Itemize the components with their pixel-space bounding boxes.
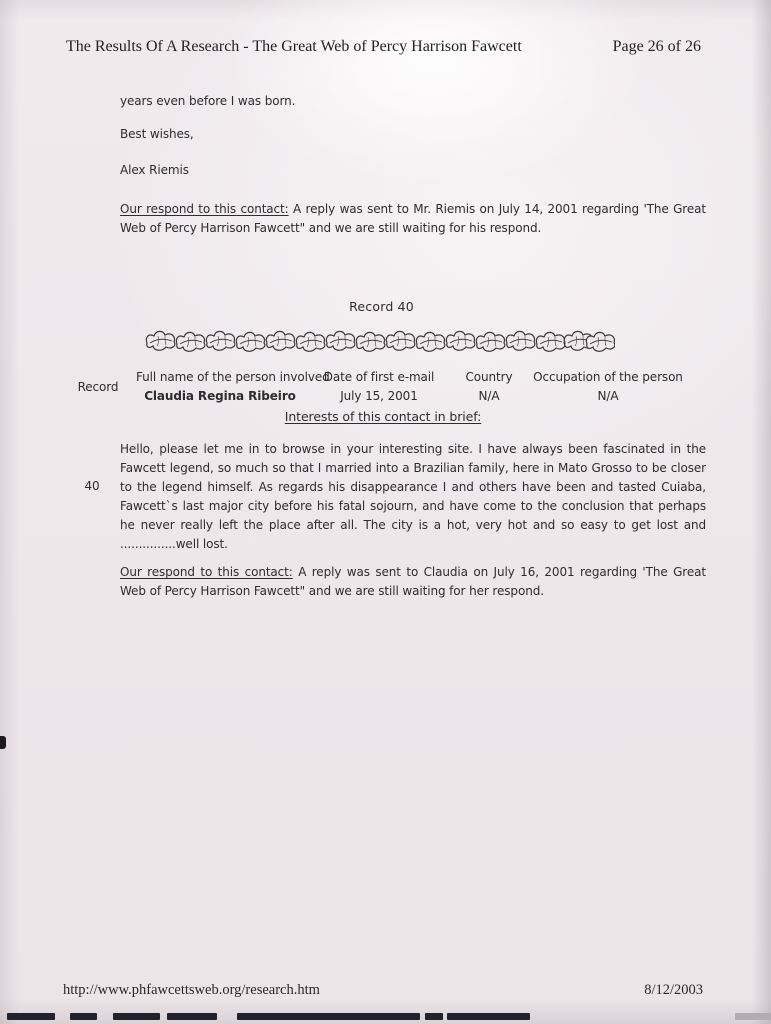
respond-text: A reply was sent to Mr. Riemis on July 14, 2001 regarding 'The Great Web of Percy Harrison Fawcett" and we are still waiting for his respond. — [120, 202, 707, 235]
respond-paragraph-40 — [120, 563, 706, 601]
page-number-label: Page 26 of 26 — [612, 38, 701, 55]
value-country: N/A — [478, 389, 500, 403]
letter-excerpt — [120, 92, 706, 250]
respond-text: A reply was sent to Claudia on July 16, 2001 regarding 'The Great Web of Percy Harrison Fawcett" and we are still waiting for her respond. — [120, 565, 706, 598]
record-row-label: Record — [77, 379, 119, 394]
value-date: July 15, 2001 — [340, 389, 418, 403]
record-summary-table — [60, 368, 692, 406]
record-body — [120, 440, 706, 610]
col-header-full-name: Full name of the person involved — [136, 370, 330, 384]
col-header-country: Country — [465, 370, 513, 384]
letter-signature: Alex Riemis — [120, 163, 189, 177]
value-occupation: N/A — [597, 389, 619, 403]
source-url-text: http://www.phfawcettsweb.org/research.htm — [63, 982, 320, 998]
respond-label: Our respond to this contact: — [120, 565, 293, 579]
respond-paragraph-39 — [120, 200, 706, 238]
scan-edge-artifact — [0, 1012, 771, 1024]
scan-edge-mark — [0, 736, 6, 749]
interests-paragraph: Hello, please let me in to browse in your interesting site. I have always been fascinated in the Fawcett legend, so much so that I married into a Brazilian family, here in Mato Grosso to be closer to the legend himself. As regards his disappearance I and others have been and tasted Cuiaba, Fawcett`s last major city before his fatal sojourn, and have come to the conclusion that perhaps he never really left the place after all. The city is a hot, very hot and so easy to get lost and ...............well lost. — [120, 442, 706, 551]
page-header — [66, 38, 701, 56]
print-date: 8/12/2003 — [644, 982, 703, 998]
respond-label: Our respond to this contact: — [120, 202, 289, 216]
document-title: The Results Of A Research - The Great Web of Percy Harrison Fawcett — [66, 38, 522, 55]
interests-heading: Interests of this contact in brief: — [284, 409, 482, 424]
page-footer — [63, 982, 705, 999]
letter-closing-line: years even before I was born. — [120, 94, 296, 108]
letter-signoff: Best wishes, — [120, 127, 194, 141]
record-heading: Record 40 — [349, 299, 414, 314]
value-full-name: Claudia Regina Ribeiro — [144, 389, 296, 403]
record-number-margin: 40 — [84, 479, 100, 493]
leaf-ornament-divider — [145, 329, 615, 353]
col-header-date: Date of first e-mail — [323, 370, 435, 384]
col-header-occupation: Occupation of the person — [533, 370, 683, 384]
